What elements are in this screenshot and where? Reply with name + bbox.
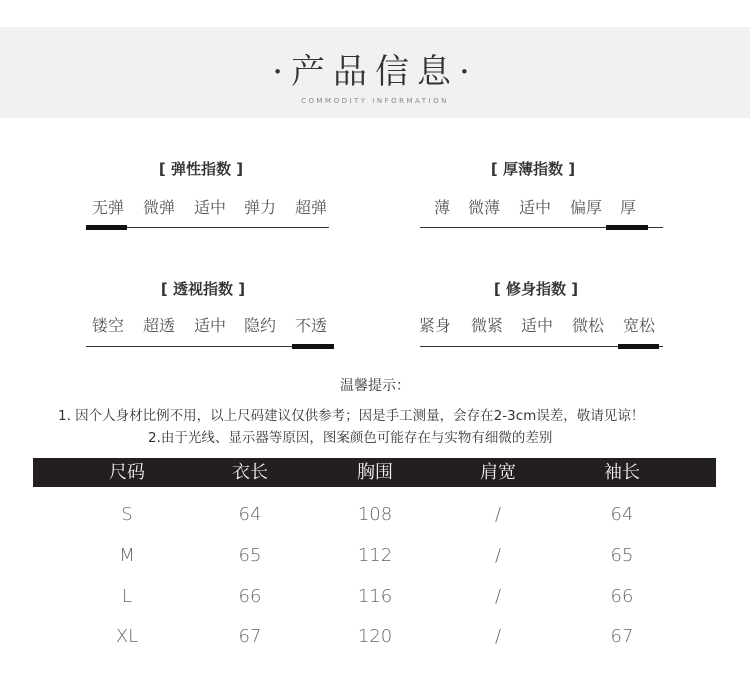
- index-selected-marker: [618, 344, 659, 349]
- table-cell: 108: [357, 504, 393, 525]
- index-title: [ 厚薄指数 ]: [490, 160, 576, 178]
- table-cell: 64: [238, 504, 262, 525]
- index-selected-marker: [292, 344, 334, 349]
- index-option: 超弹: [294, 198, 327, 217]
- index-option: 薄: [433, 198, 450, 217]
- table-cell: L: [121, 586, 133, 607]
- table-cell: /: [494, 504, 502, 525]
- index-option: 隐约: [243, 316, 276, 335]
- index-option: 微薄: [467, 198, 500, 217]
- index-option: 厚: [619, 198, 636, 217]
- table-cell: 66: [610, 586, 634, 607]
- index-option: 微松: [571, 316, 604, 335]
- table-cell: M: [119, 545, 135, 566]
- index-selected-marker: [86, 225, 127, 230]
- column-header: 胸围: [357, 462, 393, 483]
- index-option: 弹力: [243, 198, 276, 217]
- index-title: [ 修身指数 ]: [493, 280, 579, 298]
- index-title: [ 弹性指数 ]: [158, 160, 244, 178]
- index-option: 适中: [193, 198, 226, 217]
- index-option: 紧身: [418, 316, 451, 335]
- index-option: 偏厚: [569, 198, 602, 217]
- column-header: 尺码: [109, 462, 145, 483]
- column-header: 袖长: [604, 462, 640, 483]
- table-cell: /: [494, 586, 502, 607]
- column-header: 衣长: [232, 462, 268, 483]
- table-cell: S: [121, 504, 133, 525]
- table-cell: 67: [238, 626, 262, 647]
- page-title: ·产品信息·: [272, 52, 478, 92]
- index-option: 超透: [142, 316, 175, 335]
- index-option: 不透: [294, 316, 327, 335]
- table-cell: 120: [357, 626, 393, 647]
- index-option: 适中: [518, 198, 551, 217]
- table-cell: 67: [610, 626, 634, 647]
- tip-line: 1. 因个人身材比例不用，以上尺码建议仅供参考；因是手工测量，会存在2-3cm误差，敬请见谅！: [58, 408, 645, 424]
- table-header: [33, 458, 716, 487]
- index-option: 宽松: [622, 316, 655, 335]
- table-cell: 116: [357, 586, 393, 607]
- index-title: [ 透视指数 ]: [160, 280, 246, 298]
- index-selected-marker: [606, 225, 648, 230]
- table-cell: 65: [238, 545, 262, 566]
- index-option: 微弹: [142, 198, 175, 217]
- table-cell: 64: [610, 504, 634, 525]
- index-option: 镂空: [91, 316, 124, 335]
- table-cell: 112: [357, 545, 393, 566]
- tips-heading: 温馨提示：: [340, 378, 410, 394]
- index-option: 微紧: [470, 316, 503, 335]
- index-option: 适中: [193, 316, 226, 335]
- tip-line: 2.由于光线、显示器等原因，图案颜色可能存在与实物有细微的差别: [148, 430, 553, 446]
- page-subtitle: COMMODITY INFORMATION: [301, 97, 449, 105]
- table-cell: /: [494, 545, 502, 566]
- table-cell: 66: [238, 586, 262, 607]
- index-option: 无弹: [91, 198, 124, 217]
- table-cell: 65: [610, 545, 634, 566]
- column-header: 肩宽: [480, 462, 516, 483]
- index-option: 适中: [520, 316, 553, 335]
- table-cell: XL: [115, 626, 139, 647]
- table-cell: /: [494, 626, 502, 647]
